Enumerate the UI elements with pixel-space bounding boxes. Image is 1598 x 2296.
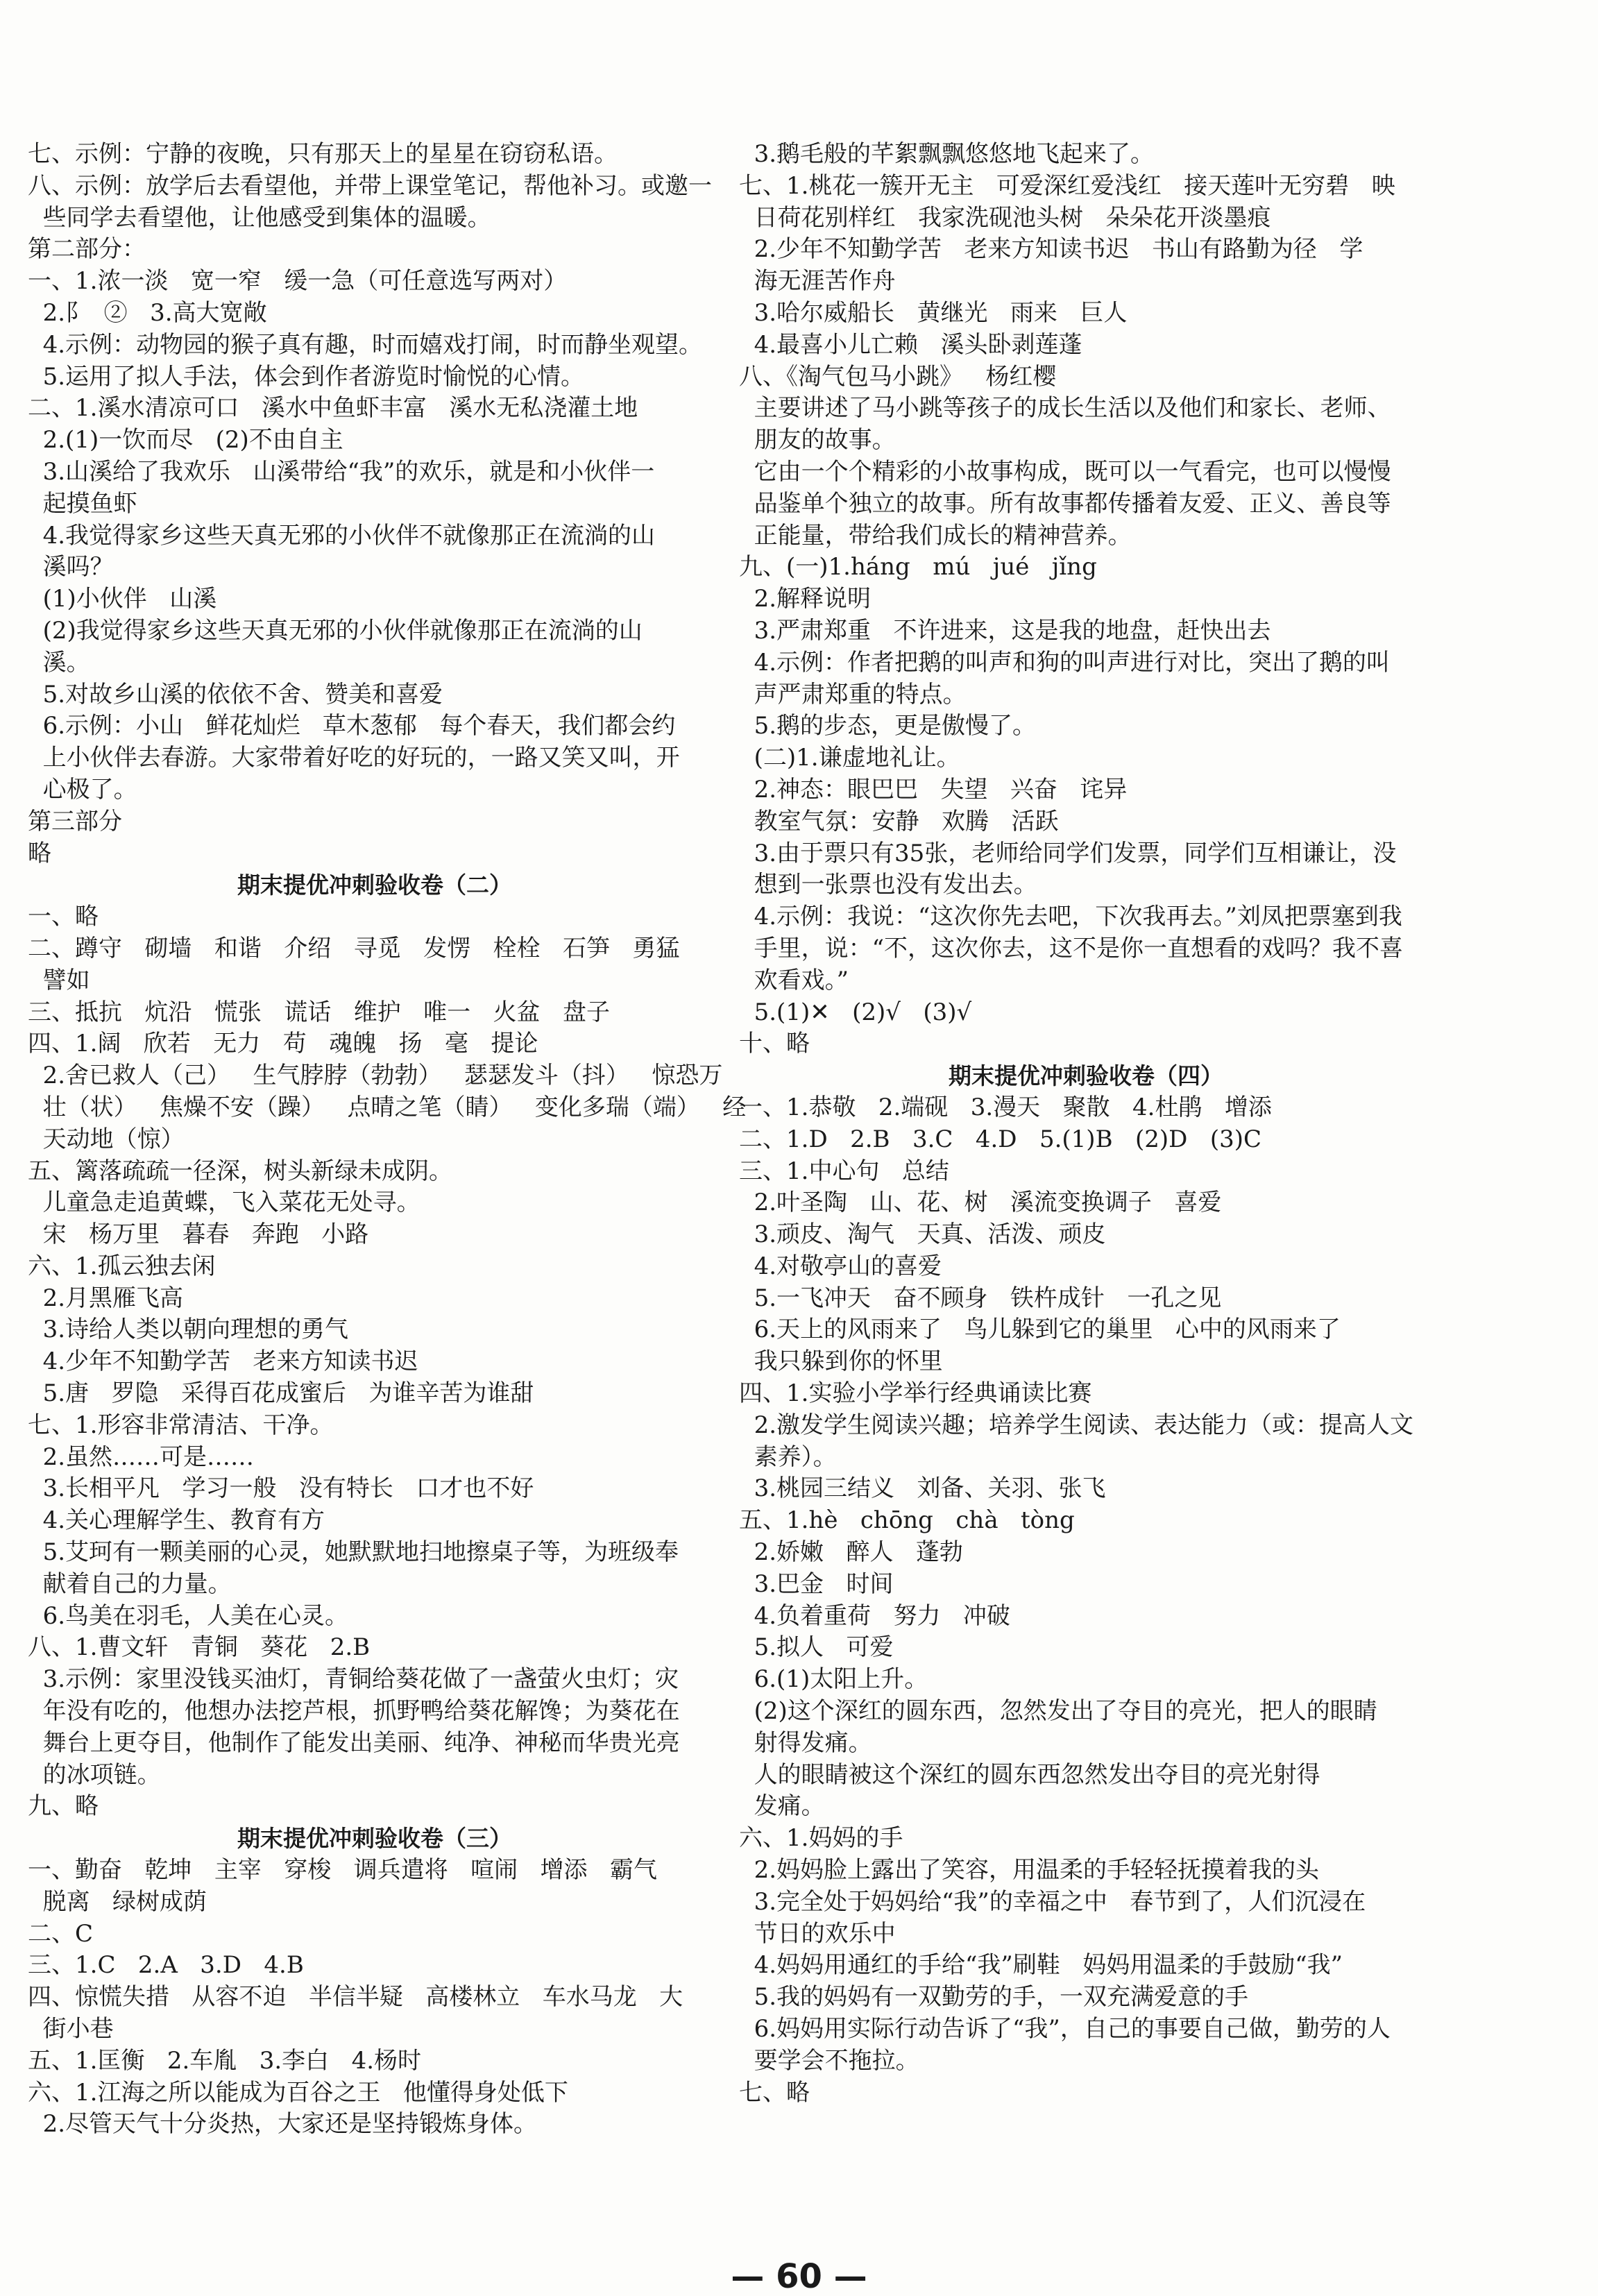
answer-line: 5.鹅的步态，更是傲慢了。 <box>739 712 1037 740</box>
answer-line: 3.哈尔威船长 黄继光 雨来 巨人 <box>739 298 1128 327</box>
left-column <box>28 139 747 2141</box>
answer-line: 3.完全处于妈妈给“我”的幸福之中 春节到了，人们沉浸在 <box>739 1887 1366 1916</box>
answer-line: 4.负着重荷 努力 冲破 <box>739 1601 1010 1630</box>
answer-line: 6.(1)太阳上升。 <box>739 1665 928 1694</box>
answer-line: 4.我觉得家乡这些天真无邪的小伙伴不就像那正在流淌的山 <box>28 521 656 550</box>
answer-line: 3.山溪给了我欢乐 山溪带给“我”的欢乐，就是和小伙伴一 <box>28 457 655 486</box>
answer-line: 素养）。 <box>739 1443 837 1471</box>
answer-line: 三、1.中心句 总结 <box>739 1157 949 1185</box>
answer-line: 品鉴单个独立的故事。所有故事都传播着友爱、正义、善良等 <box>739 489 1391 518</box>
answer-line: 天动地（惊） <box>28 1125 185 1153</box>
answer-line: 2.舍已救人（己） 生气脖脖（勃勃） 瑟瑟发斗（抖） 惊恐万 <box>28 1062 723 1090</box>
answer-line: 4.对敬亭山的喜爱 <box>739 1252 942 1280</box>
answer-line: 七、示例：宁静的夜晚，只有那天上的星星在窃窃私语。 <box>28 140 618 168</box>
answer-line: 5.唐 罗隐 采得百花成蜜后 为谁辛苦为谁甜 <box>28 1379 534 1408</box>
answer-line: 2.解释说明 <box>739 585 872 613</box>
answer-line: 2.神态：眼巴巴 失望 兴奋 诧异 <box>739 775 1128 803</box>
answer-line: 4.关心理解学生、教育有方 <box>28 1506 325 1535</box>
answer-line: 五、篱落疏疏一径深，树头新绿未成阴。 <box>28 1157 452 1185</box>
answer-line: 上小伙伴去春游。大家带着好吃的好玩的，一路又笑又叫，开 <box>28 744 680 772</box>
answer-line: 舞台上更夺目，他制作了能发出美丽、纯净、神秘而华贵光亮 <box>28 1728 680 1757</box>
answer-line: 发痛。 <box>739 1792 825 1821</box>
answer-line: 七、1.桃花一簇开无主 可爱深红爱浅红 接天莲叶无穷碧 映 <box>739 171 1395 200</box>
answer-line: 八、1.曹文轩 青铜 葵花 2.B <box>28 1633 371 1662</box>
answer-line: 三、抵抗 炕沿 慌张 谎话 维护 唯一 火盆 盘子 <box>28 998 610 1026</box>
answer-line: 3.鹅毛般的芊絮飘飘悠悠地飞起来了。 <box>739 140 1155 168</box>
answer-line: 2.少年不知勤学苦 老来方知读书迟 书山有路勤为径 学 <box>739 235 1363 264</box>
answer-line: 一、1.浓一淡 宽一窄 缓一急（可任意选写两对） <box>28 267 568 296</box>
answer-line: 的冰项链。 <box>28 1760 161 1789</box>
answer-line: 2.阝 ② 3.高大宽敞 <box>28 298 267 327</box>
answer-line: 节日的欢乐中 <box>739 1919 896 1948</box>
answer-line: (2)我觉得家乡这些天真无邪的小伙伴就像那正在流淌的山 <box>28 616 643 645</box>
answer-line: 正能量，带给我们成长的精神营养。 <box>739 521 1132 550</box>
answer-line: 4.最喜小儿亡赖 溪头卧剥莲蓬 <box>739 330 1082 359</box>
answer-line: 4.示例：我说：“这次你先去吧，下次我再去。”刘凤把票塞到我 <box>739 903 1402 931</box>
right-column <box>739 139 1433 2109</box>
answer-line: 2.娇嫩 醉人 蓬勃 <box>739 1538 963 1567</box>
answer-line: 5.拟人 可爱 <box>739 1633 894 1662</box>
answer-line: 2.虽然……可是…… <box>28 1443 255 1471</box>
answer-line: 七、1.形容非常清洁、干净。 <box>28 1411 334 1439</box>
answer-line: 十、略 <box>739 1030 810 1058</box>
answer-line: 6.示例：小山 鲜花灿烂 草木葱郁 每个春天，我们都会约 <box>28 712 676 740</box>
answer-line: 3.由于票只有35张，老师给同学们发票，同学们互相谦让，没 <box>739 839 1397 867</box>
answer-line: 3.长相平凡 学习一般 没有特长 口才也不好 <box>28 1474 534 1503</box>
answer-line: 主要讲述了马小跳等孩子的成长生活以及他们和家长、老师、 <box>739 394 1391 423</box>
answer-line: 二、C <box>28 1919 94 1948</box>
answer-line: 要学会不拖拉。 <box>739 2046 919 2075</box>
answer-line: 5.(1)✕ (2)√ (3)√ <box>739 998 972 1026</box>
answer-line: 3.示例：家里没钱买油灯，青铜给葵花做了一盏萤火虫灯；灾 <box>28 1665 679 1694</box>
answer-line: 二、蹲守 砌墙 和谐 介绍 寻觅 发愣 栓栓 石笋 勇猛 <box>28 934 680 962</box>
answer-line: 三、1.C 2.A 3.D 4.B <box>28 1951 304 1980</box>
answer-line: 3.诗给人类以朝向理想的勇气 <box>28 1316 349 1344</box>
answer-line: 第二部分： <box>28 235 146 264</box>
answer-line: 溪吗？ <box>28 553 114 581</box>
answer-line: 人的眼睛被这个深红的圆东西忽然发出夺目的亮光射得 <box>739 1760 1320 1789</box>
answer-line: 二、1.D 2.B 3.C 4.D 5.(1)B (2)D (3)C <box>739 1125 1261 1153</box>
answer-line: 年没有吃的，他想办法挖芦根，抓野鸭给葵花解馋；为葵花在 <box>28 1697 680 1726</box>
answer-line: 2.(1)一饮而尽 (2)不由自主 <box>28 426 343 454</box>
answer-line: 八、《淘气包马小跳》 杨红樱 <box>739 362 1057 391</box>
answer-line: 5.对故乡山溪的依依不舍、赞美和喜爱 <box>28 680 443 708</box>
answer-line: 些同学去看望他，让他感受到集体的温暖。 <box>28 203 491 232</box>
answer-line: 四、1.实验小学举行经典诵读比赛 <box>739 1379 1092 1408</box>
page-number: — 60 — <box>731 2257 867 2296</box>
answer-line: 我只躲到你的怀里 <box>739 1347 943 1376</box>
section-heading: 期末提优冲刺验收卷（二） <box>237 871 512 899</box>
answer-line: 4.妈妈用通红的手给“我”刷鞋 妈妈用温柔的手鼓励“我” <box>739 1951 1343 1980</box>
answer-line: 脱离 绿树成荫 <box>28 1887 207 1916</box>
answer-line: 朋友的故事。 <box>739 426 896 454</box>
answer-line: 二、1.溪水清凉可口 溪水中鱼虾丰富 溪水无私浇灌土地 <box>28 394 638 423</box>
answer-line: 起摸鱼虾 <box>28 489 137 518</box>
answer-line: 欢看戏。” <box>739 966 849 994</box>
answer-line: 声严肃郑重的特点。 <box>739 680 967 708</box>
answer-line: 6.鸟美在羽毛，人美在心灵。 <box>28 1601 349 1630</box>
section-heading: 期末提优冲刺验收卷（四） <box>949 1062 1223 1090</box>
answer-line: 2.叶圣陶 山、花、树 溪流变换调子 喜爱 <box>739 1189 1222 1217</box>
answer-line: 六、1.妈妈的手 <box>739 1824 903 1853</box>
answer-line: 5.运用了拟人手法，体会到作者游览时愉悦的心情。 <box>28 362 585 391</box>
answer-line: (1)小伙伴 山溪 <box>28 585 217 613</box>
answer-line: 一、略 <box>28 903 99 931</box>
answer-line: 心极了。 <box>28 775 137 803</box>
answer-line: 街小巷 <box>28 2015 114 2043</box>
answer-line: 3.巴金 时间 <box>739 1570 894 1598</box>
answer-line: 日荷花别样红 我家洗砚池头树 朵朵花开淡墨痕 <box>739 203 1271 232</box>
answer-line: 宋 杨万里 暮春 奔跑 小路 <box>28 1221 369 1249</box>
answer-line: 教室气氛：安静 欢腾 活跃 <box>739 807 1059 835</box>
answer-line: 六、1.孤云独去闲 <box>28 1252 216 1280</box>
answer-line: 五、1.匡衡 2.车胤 3.李白 4.杨时 <box>28 2046 422 2075</box>
answer-line: 八、示例：放学后去看望他，并带上课堂笔记，帮他补习。或邀一 <box>28 171 712 200</box>
answer-line: (2)这个深红的圆东西，忽然发出了夺目的亮光，把人的眼睛 <box>739 1697 1377 1726</box>
answer-line: 5.艾珂有一颗美丽的心灵，她默默地扫地擦桌子等，为班级奉 <box>28 1538 679 1567</box>
answer-line: 4.示例：作者把鹅的叫声和狗的叫声进行对比，突出了鹅的叫 <box>739 648 1391 677</box>
answer-line: (二)1.谦虚地礼让。 <box>739 744 960 772</box>
answer-line: 第三部分 <box>28 807 122 835</box>
answer-line: 3.顽皮、淘气 天真、活泼、顽皮 <box>739 1221 1106 1249</box>
answer-line: 2.妈妈脸上露出了笑容，用温柔的手轻轻抚摸着我的头 <box>739 1856 1320 1885</box>
answer-line: 四、1.阔 欣若 无力 苟 魂魄 扬 毫 提论 <box>28 1030 538 1058</box>
answer-line: 譬如 <box>28 966 90 994</box>
answer-line: 一、勤奋 乾坤 主宰 穿梭 调兵遣将 喧闹 增添 霸气 <box>28 1856 657 1885</box>
answer-line: 2.月黑雁飞高 <box>28 1284 184 1312</box>
answer-line: 六、1.江海之所以能成为百谷之王 他懂得身处低下 <box>28 2078 568 2107</box>
answer-line: 九、略 <box>28 1792 99 1821</box>
answer-line: 2.激发学生阅读兴趣；培养学生阅读、表达能力（或：提高人文 <box>739 1411 1414 1439</box>
answer-line: 儿童急走追黄蝶，飞入菜花无处寻。 <box>28 1189 420 1217</box>
answer-line: 射得发痛。 <box>739 1728 872 1757</box>
answer-line: 手里，说：“不，这次你去，这不是你一直想看的戏吗？我不喜 <box>739 934 1403 962</box>
answer-line: 七、略 <box>739 2078 810 2107</box>
answer-line: 6.妈妈用实际行动告诉了“我”，自己的事要自己做，勤劳的人 <box>739 2015 1391 2043</box>
section-heading: 期末提优冲刺验收卷（三） <box>237 1825 512 1853</box>
answer-line: 2.尽管天气十分炎热，大家还是坚持锻炼身体。 <box>28 2110 538 2138</box>
answer-line: 5.我的妈妈有一双勤劳的手，一双充满爱意的手 <box>739 1983 1249 2012</box>
answer-line: 溪。 <box>28 648 90 677</box>
answer-line: 献着自己的力量。 <box>28 1570 232 1598</box>
answer-line: 壮（状） 焦燥不安（躁） 点晴之笔（睛） 变化多瑞（端） 经 <box>28 1093 747 1121</box>
answer-line: 4.少年不知勤学苦 老来方知读书迟 <box>28 1347 418 1376</box>
answer-line: 一、1.恭敬 2.端砚 3.漫天 聚散 4.杜鹃 增添 <box>739 1093 1272 1121</box>
answer-line: 3.桃园三结义 刘备、关羽、张飞 <box>739 1474 1106 1503</box>
answer-line: 想到一张票也没有发出去。 <box>739 871 1037 899</box>
answer-line: 5.一飞冲天 奋不顾身 铁杵成针 一孔之见 <box>739 1284 1222 1312</box>
answer-line: 略 <box>28 839 51 867</box>
answer-line: 4.示例：动物园的猴子真有趣，时而嬉戏打闹，时而静坐观望。 <box>28 330 703 359</box>
answer-line: 3.严肃郑重 不许进来，这是我的地盘，赶快出去 <box>739 616 1271 645</box>
answer-line: 海无涯苦作舟 <box>739 267 896 296</box>
answer-line: 四、惊慌失措 从容不迫 半信半疑 高楼林立 车水马龙 大 <box>28 1983 683 2012</box>
answer-line: 九、(一)1.háng mú jué jǐng <box>739 553 1097 581</box>
answer-line: 6.天上的风雨来了 鸟儿躲到它的巢里 心中的风雨来了 <box>739 1316 1341 1344</box>
answer-line: 它由一个个精彩的小故事构成，既可以一气看完，也可以慢慢 <box>739 457 1391 486</box>
answer-line: 五、1.hè chōng chà tòng <box>739 1506 1075 1535</box>
